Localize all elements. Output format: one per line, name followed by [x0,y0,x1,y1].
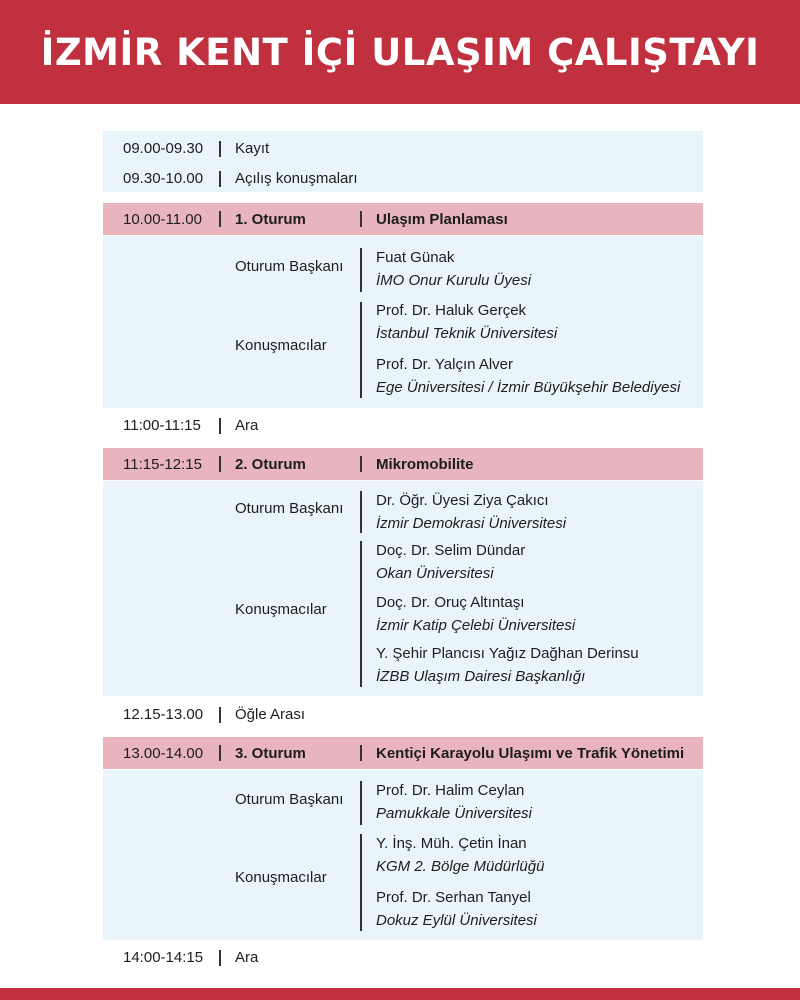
session-3-time: 13.00-14.00 [123,745,204,762]
break-1-time: 11:00-11:15 [123,417,201,434]
session-1-header [103,203,703,235]
person-name: Prof. Dr. Serhan Tanyel [376,889,531,906]
person-affiliation: Okan Üniversitesi [376,565,494,582]
separator [360,745,362,761]
person-name: Fuat Günak [376,249,455,266]
separator [219,456,221,472]
session-chair [376,489,566,535]
separator [360,491,362,533]
person-affiliation: İzmir Demokrasi Üniversitesi [376,515,567,532]
speaker [376,539,525,585]
separator [219,211,221,227]
separator [219,745,221,761]
speaker [376,886,537,932]
break-2-time: 14:00-14:15 [123,949,204,966]
session-3-label: 3. Oturum [235,745,306,762]
break-1 [103,416,703,438]
session-2-time: 11:15-12:15 [123,456,202,473]
speaker [376,353,680,399]
chair-label: Oturum Başkanı [235,500,344,517]
session-1-time: 10.00-11.00 [123,211,202,228]
lunch-break-label: Öğle Arası [235,706,306,723]
person-affiliation: İzmir Katip Çelebi Üniversitesi [376,617,576,634]
person-affiliation: İstanbul Teknik Üniversitesi [376,325,558,342]
session-3-topic: Kentiçi Karayolu Ulaşımı ve Trafik Yönetimi [376,745,685,762]
separator [360,248,362,292]
separator [219,141,221,157]
person-name: Dr. Öğr. Üyesi Ziya Çakıcı [376,492,549,509]
separator [219,418,221,434]
person-affiliation: İZBB Ulaşım Dairesi Başkanlığı [376,668,586,685]
page-title: İZMİR KENT İÇİ ULAŞIM ÇALIŞTAYI [40,30,760,74]
person-name: Doç. Dr. Selim Dündar [376,542,526,559]
session-1-details [103,236,703,408]
registration-label: Kayıt [235,140,270,157]
session-2-label: 2. Oturum [235,456,306,473]
person-affiliation: Dokuz Eylül Üniversitesi [376,912,537,929]
separator [360,834,362,931]
speakers-label: Konuşmacılar [235,601,327,618]
session-1-label: 1. Oturum [235,211,306,228]
opening-speeches-label: Açılış konuşmaları [235,170,358,187]
speakers-label: Konuşmacılar [235,337,327,354]
speakers-label: Konuşmacılar [235,869,327,886]
person-name: Y. Şehir Plancısı Yağız Dağhan Derinsu [376,645,639,662]
separator [360,211,362,227]
person-name: Y. İnş. Müh. Çetin İnan [376,835,527,852]
break-2-label: Ara [235,949,259,966]
separator [360,302,362,398]
break-1-label: Ara [235,417,259,434]
person-affiliation: Pamukkale Üniversitesi [376,805,532,822]
speaker [376,832,544,878]
session-3-header [103,737,703,769]
chair-label: Oturum Başkanı [235,258,344,275]
person-affiliation: İMO Onur Kurulu Üyesi [376,272,532,289]
person-name: Prof. Dr. Halim Ceylan [376,782,525,799]
opening-speeches-time: 09.30-10.00 [123,170,204,187]
person-affiliation: Ege Üniversitesi / İzmir Büyükşehir Belediyesi [376,379,681,396]
session-3-details [103,770,703,940]
lunch-break [103,705,703,727]
session-2-topic: Mikromobilite [376,456,474,473]
footer-bar [0,988,800,1000]
session-chair [376,779,532,825]
chair-label: Oturum Başkanı [235,791,344,808]
session-chair [376,246,531,292]
session-1-topic: Ulaşım Planlaması [376,211,508,228]
separator [219,950,221,966]
person-name: Prof. Dr. Haluk Gerçek [376,302,527,319]
break-2 [103,948,703,970]
person-name: Prof. Dr. Yalçın Alver [376,356,513,373]
separator [360,541,362,687]
speaker [376,642,639,688]
person-name: Doç. Dr. Oruç Altıntaşı [376,594,525,611]
person-affiliation: KGM 2. Bölge Müdürlüğü [376,858,545,875]
session-2-header [103,448,703,480]
separator [219,707,221,723]
separator [360,781,362,825]
session-2-details [103,481,703,696]
speaker [376,299,557,345]
lunch-break-time: 12.15-13.00 [123,706,204,723]
registration-time: 09.00-09.30 [123,140,204,157]
speaker [376,591,575,637]
separator [219,171,221,187]
opening-block [103,131,703,192]
separator [360,456,362,472]
page-header [0,0,800,104]
